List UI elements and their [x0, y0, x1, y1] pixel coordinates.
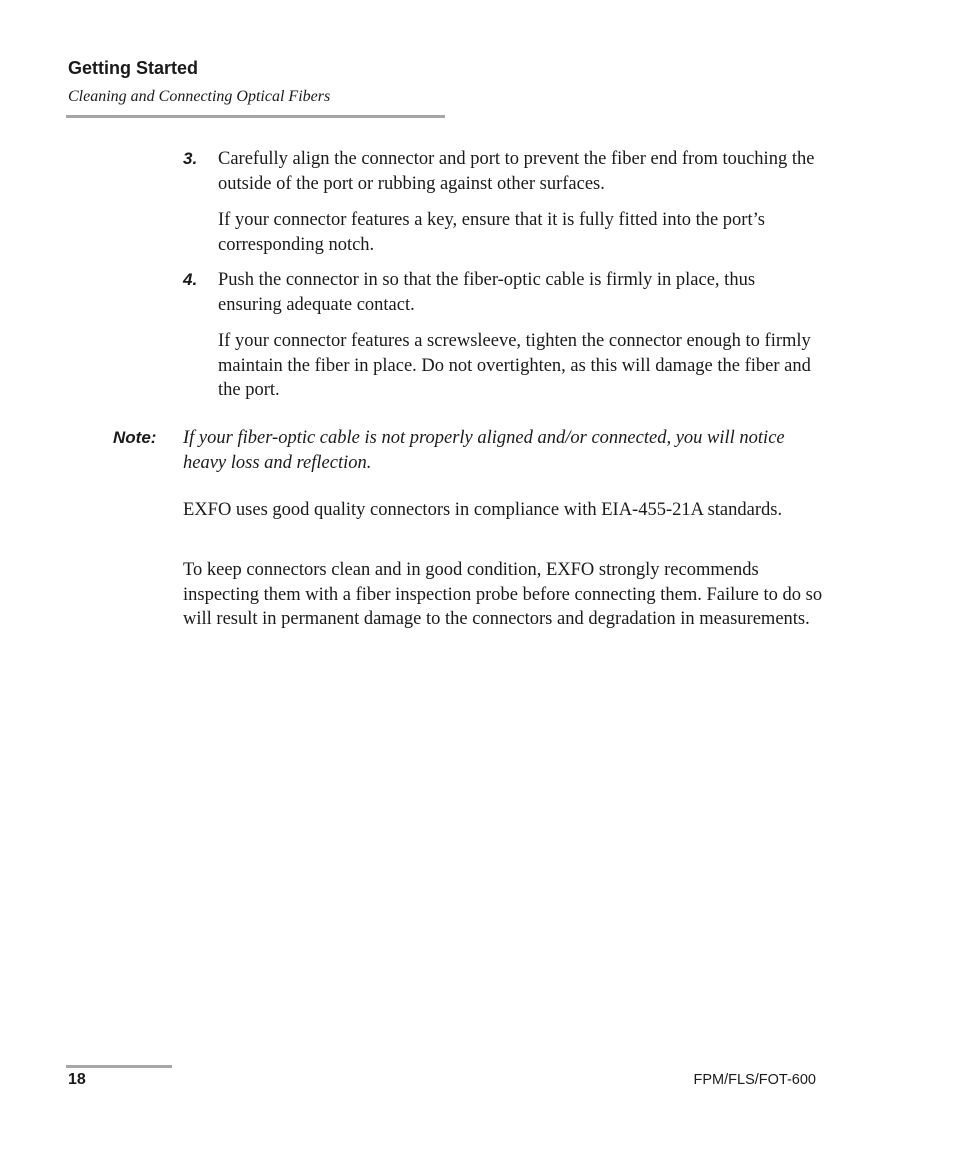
footer-divider — [66, 1065, 172, 1068]
page-number: 18 — [68, 1071, 86, 1088]
step-3-detail: If your connector features a key, ensure that it is fully fitted into the port’s corresponding notch. — [218, 210, 765, 255]
step-number: 3. — [183, 149, 198, 168]
step-3 — [183, 147, 823, 196]
step-text: Push the connector in so that the fiber-optic cable is firmly in place, thus ensuring adequate contact. — [218, 270, 756, 315]
note-label: Note: — [113, 428, 157, 447]
section-subtitle: Cleaning and Connecting Optical Fibers — [68, 88, 331, 105]
section-title: Getting Started — [68, 58, 199, 78]
paragraph-standards: EXFO uses good quality connectors in compliance with EIA-455-21A standards. — [183, 500, 783, 520]
step-number: 4. — [183, 270, 198, 289]
header-divider — [66, 115, 445, 118]
note-text: If your fiber-optic cable is not properly aligned and/or connected, you will notice heavy loss and reflection. — [183, 428, 785, 473]
step-4-detail: If your connector features a screwsleeve, tighten the connector enough to firmly maintain the fiber in place. Do not overtighten, as this will damage the fiber and the port. — [218, 331, 811, 401]
product-name: FPM/FLS/FOT-600 — [693, 1072, 816, 1088]
note-block — [113, 426, 823, 475]
step-4 — [183, 268, 823, 317]
step-text: Carefully align the connector and port to prevent the fiber end from touching the outside of the port or rubbing against other surfaces. — [218, 149, 815, 194]
paragraph-inspection: To keep connectors clean and in good condition, EXFO strongly recommends inspecting them with a fiber inspection probe before connecting them. Failure to do so will result in permanent damage to the connectors and degradation in measurements. — [183, 560, 823, 630]
